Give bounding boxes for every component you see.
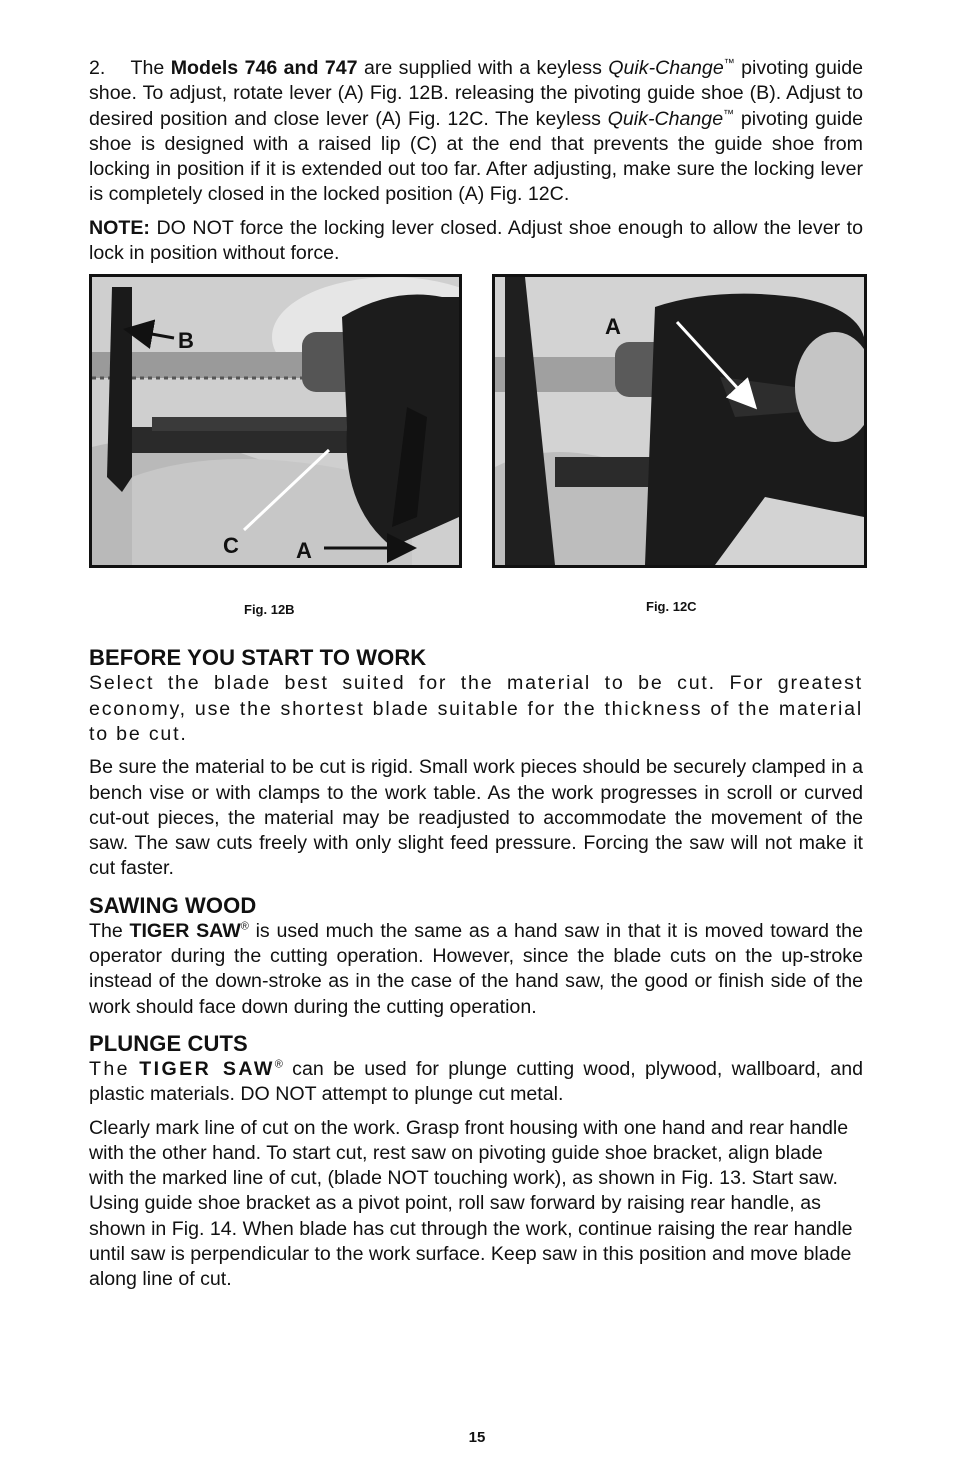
quik-change-term-2: Quik-Change (607, 107, 724, 130)
fig12c-caption: Fig. 12C (646, 599, 697, 614)
intro-end: pivoting guide shoe is designed with a raised lip (C) at the end that prevents the guide shoe from locking in position if it is extended out too far. After adjusting, make sure the locking lever is completely closed in the locked position (A) Fig. 12C. (89, 107, 863, 206)
note-label: NOTE: (89, 216, 150, 239)
note-text: DO NOT force the locking lever closed. Adjust shoe enough to allow the lever to lock in position without force. (89, 216, 864, 265)
plunge-text: can be used for plunge cutting wood, plywood, wallboard, and plastic materials. DO NOT attempt to plunge cut metal. (89, 1057, 864, 1106)
page-body (89, 56, 863, 1293)
trademark-symbol: ™ (723, 57, 735, 70)
quik-change-term: Quik-Change (608, 57, 724, 79)
sawing-text: is used much the same as a hand saw in that it is moved toward the operator during the cutting operation. However, since the blade cuts on the up-stroke instead of the down-stroke as in the case of the hand saw, the good or finish side of the work should face down during the cutting operation. (89, 919, 863, 1018)
registered-symbol-2: ® (274, 1058, 283, 1071)
before-paragraph-2: Be sure the material to be cut is rigid. Small work pieces should be securely clamped in a bench vise or with clamps to the work table. As the work progresses in scroll or curved cut-out pieces, the material may be readjusted to accommodate the movement of the saw. The saw cuts freely with only slight feed pressure. Forcing the saw will not make it cut faster. (89, 756, 863, 880)
intro-mid2: pivoting guide shoe. To adjust, rotate lever (A) Fig. 12B. releasing the pivoting guide shoe (B). Adjust to desired position and close lever (A) Fig. 12C. The keyless (89, 57, 863, 130)
section-heading-sawing-wood: SAWING WOOD (89, 892, 257, 918)
section-heading-plunge-cuts: PLUNGE CUTS (89, 1030, 248, 1056)
intro-mid1: are supplied with a keyless (363, 57, 602, 79)
fig12b-label-c: C (223, 533, 239, 558)
plunge-paragraph-1 (89, 1057, 863, 1108)
fig12b-label-b: B (178, 328, 194, 353)
trademark-symbol-2: ™ (723, 108, 735, 121)
fig12b-caption: Fig. 12B (244, 602, 295, 617)
brand-name-2: TIGER SAW (139, 1057, 275, 1080)
section-heading-before-you-start: BEFORE YOU START TO WORK (89, 645, 427, 671)
intro-pre: The (130, 57, 165, 79)
note-paragraph (89, 216, 863, 267)
sawing-pre: The (89, 919, 123, 942)
registered-symbol: ® (240, 920, 249, 933)
fig12c-label-a: A (605, 314, 621, 339)
before-paragraph-1: Select the blade best suited for the material to be cut. For greatest economy, use the shortest blade suitable for the thickness of the material to be cut. (89, 672, 863, 745)
figure-annotations (89, 300, 863, 620)
models-label: Models 746 and 747 (170, 57, 358, 79)
plunge-pre: The (89, 1057, 130, 1080)
intro-paragraph (89, 56, 863, 208)
list-number: 2. (89, 57, 106, 79)
sawing-paragraph (89, 919, 863, 1020)
page-number: 15 (468, 1429, 486, 1446)
brand-name: TIGER SAW (129, 919, 241, 942)
plunge-paragraph-2: Clearly mark line of cut on the work. Grasp front housing with one hand and rear handle with the other hand. To start cut, rest saw on pivoting guide shoe bracket, align blade with the marked line of cut, (blade NOT touching work), as shown in Fig. 13. Start saw. Using guide shoe bracket as a pivot point, roll saw forward by raising rear handle, as shown in Fig. 14. When blade has cut through the work, continue raising the rear handle until saw is perpendicular to the work surface. Keep saw in this position and move blade along line of cut. (89, 1116, 853, 1291)
fig12b-label-a: A (296, 538, 312, 563)
